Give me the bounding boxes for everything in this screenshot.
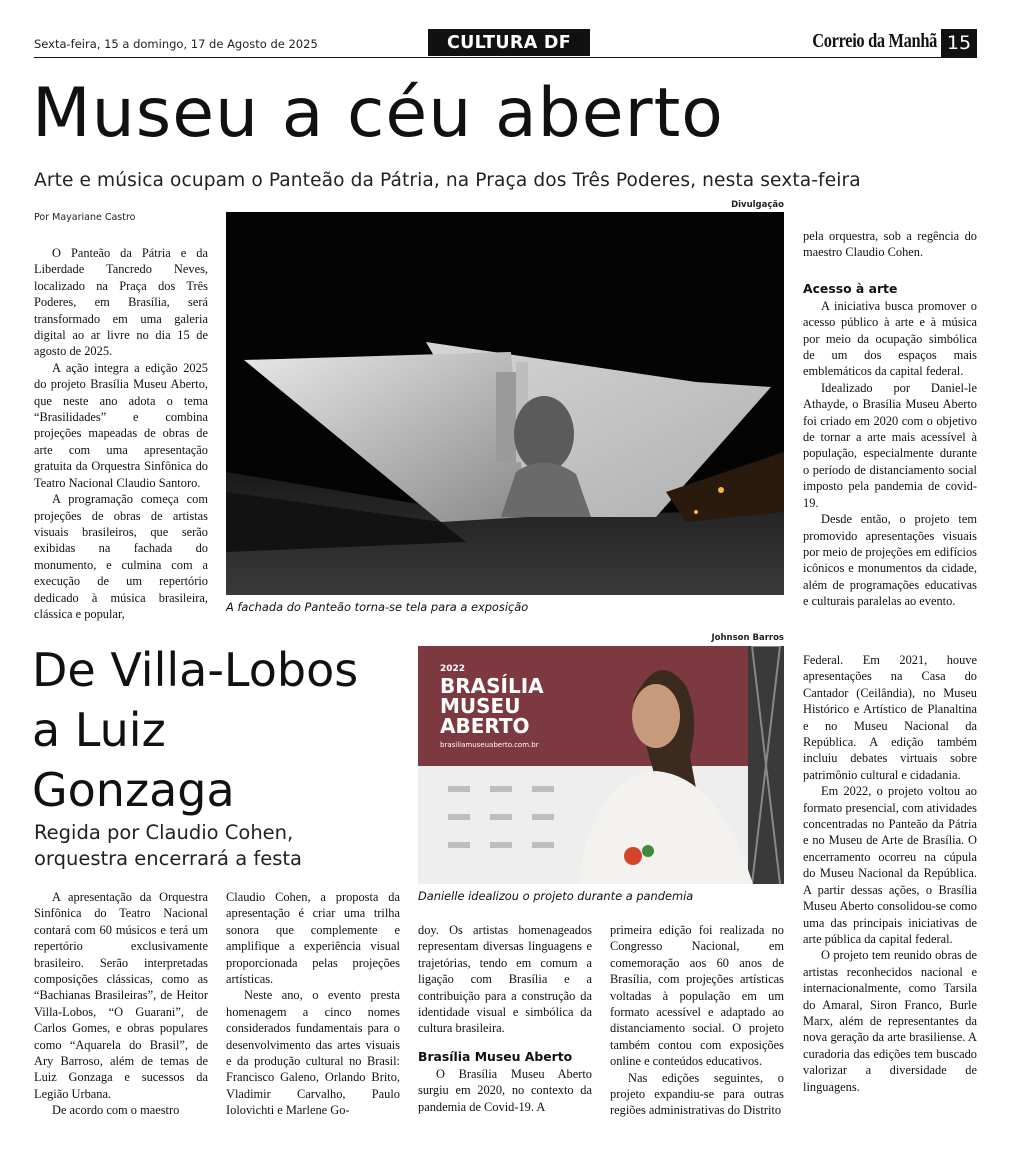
paragraph: A apresentação da Orquestra Sinfônica do Teatro Nacional contará com 60 músicos e terá um repertório exclusivamente brasileiro. Serão interpretadas composições clássicas, como as “Bachianas Brasileiras”, de Heitor Villa-Lobos, “O Guarani”, de Carlos Gomes, e obras populares como “Aquarela do Brasil”, de Ary Barroso, além de temas de Luiz Gonzaga e sucessos da Legião Urbana. xyxy=(34,890,208,1101)
banner-line-3: ABERTO xyxy=(440,714,530,738)
article2-column-2 xyxy=(226,889,400,1119)
subheadline: Arte e música ocupam o Panteão da Pátria, na Praça dos Três Poderes, nesta sexta-feira xyxy=(34,170,861,191)
article2-column-1 xyxy=(34,889,208,1119)
article2-column-3 xyxy=(418,922,592,1115)
photo-caption-2: Danielle idealizou o projeto durante a pandemia xyxy=(418,889,694,903)
article2-column-4 xyxy=(610,922,784,1119)
article1-column-3 xyxy=(803,228,977,610)
banner-year: 2022 xyxy=(440,664,466,674)
subheadline-2: Regida por Claudio Cohen, orquestra encerrará a festa xyxy=(34,821,302,870)
section-heading: Acesso à arte xyxy=(803,280,898,296)
banner-url: brasiliamuseuaberto.com.br xyxy=(440,741,539,749)
brand-logo: Correio da Manhã xyxy=(812,30,937,52)
paragraph: Em 2022, o projeto voltou ao formato presencial, com atividades concentradas no Panteão da Pátria e no Museu de Arte de Brasília. O encerramento ocorreu na cúpula do Museu Nacional da República. A partir dessas ações, o Brasília Museu Aberto consolidou-se como uma das principais iniciativas de arte pública da capital federal. xyxy=(803,784,977,946)
paragraph: O Brasília Museu Aberto surgiu em 2020, no contexto da pandemia de Covid-19. A xyxy=(418,1066,592,1114)
header-rule xyxy=(34,57,977,58)
paragraph: Desde então, o projeto tem promovido apresentações visuais por meio de projeções em edifícios icônicos e monumentos da cidade, além de programações educativas e culturais paralelas ao evento. xyxy=(803,512,977,609)
photo-caption: A fachada do Panteão torna-se tela para a exposição xyxy=(226,600,529,614)
paragraph: A ação integra a edição 2025 do projeto Brasília Museu Aberto, que neste ano adota o tema “Brasilidades” e combina projeções mapeadas de obras de arte com uma apresentação gratuita da Orquestra Sinfônica do Teatro Nacional Claudio Santoro. xyxy=(34,360,208,490)
section-heading: Brasília Museu Aberto xyxy=(418,1048,573,1064)
danielle-photo xyxy=(418,646,784,884)
paragraph: A programação começa com projeções de obras de artistas visuais brasileiros, que serão exibidas na fachada do monumento, e culmina com a execução de um repertório dedicado à música brasileira, clássica e popular, xyxy=(34,492,208,621)
paragraph: Neste ano, o evento presta homenagem a cinco nomes considerados fundamentais para o desenvolvimento das artes visuais e da produção cultural no Brasil: Francisco Galeno, Orlando Brito, Vladimir Carvalho, Paulo Iolovichti e Marlene Go- xyxy=(226,988,400,1118)
paragraph: Nas edições seguintes, o projeto expandiu-se para outras regiões administrativas do Distrito xyxy=(610,1070,784,1118)
banner-line-1: BRASÍLIA xyxy=(440,674,544,698)
article2-column-5 xyxy=(803,652,977,1095)
article1-column-1 xyxy=(34,245,208,622)
headline: Museu a céu aberto xyxy=(32,74,724,153)
paragraph: O projeto tem reunido obras de artistas reconhecidos nacional e internacionalmente, como Tarsila do Amaral, Siron Franco, Burle Marx, além de representantes da nova geração da arte brasiliense. A curadoria das edições tem buscado valorizar a diversidade de linguagens. xyxy=(803,948,977,1094)
header-date: Sexta-feira, 15 a domingo, 17 de Agosto de 2025 xyxy=(34,37,318,51)
photo-credit: Divulgação xyxy=(731,200,784,210)
paragraph: A iniciativa busca promover o acesso público à arte e à música por meio da ocupação simbólica de um dos espaços mais emblemáticos da capital federal. xyxy=(803,298,977,379)
paragraph: pela orquestra, sob a regência do maestro Claudio Cohen. xyxy=(803,229,977,260)
pantheon-photo xyxy=(226,212,784,595)
photo-credit-2: Johnson Barros xyxy=(711,633,784,643)
paragraph: O Panteão da Pátria e da Liberdade Tancredo Neves, localizado na Praça dos Três Poderes, em Brasília, será transformado em uma galeria digital ao ar livre no dia 15 de agosto de 2025. xyxy=(34,246,208,359)
headline-2: De Villa-Lobos a Luiz Gonzaga xyxy=(32,643,359,817)
section-label: CULTURA DF xyxy=(428,29,590,56)
paragraph: primeira edição foi realizada no Congresso Nacional, em comemoração aos 60 anos de Brasília, com projeções artísticas voltadas à população em um formato acessível e adaptado ao distanciamento social. O projeto também contou com exposições online e conteúdos educativos. xyxy=(610,923,784,1069)
paragraph: doy. Os artistas homenageados representam diversas linguagens e trajetórias, tendo em comum a ligação com Brasília e a contribuição para a construção da identidade visual e simbólica da cultura brasileira. xyxy=(418,923,592,1036)
byline: Por Mayariane Castro xyxy=(34,212,136,223)
paragraph: Idealizado por Daniel-le Athayde, o Brasília Museu Aberto foi criado em 2020 com o objetivo de tornar a arte mais acessível à população, especialmente durante o período de distanciamento social imposto pela pandemia de covid-19. xyxy=(803,380,977,510)
paragraph: Federal. Em 2021, houve apresentações na Casa do Cantador (Ceilândia), no Museu Histórico e Artístico de Planaltina e no Museu Nacional da República. A edição também incluiu debates virtuais sobre patrimônio cultural e cidadania. xyxy=(803,653,977,782)
page-number: 15 xyxy=(941,29,977,57)
banner-line-2: MUSEU xyxy=(440,694,521,718)
paragraph: De acordo com o maestro xyxy=(52,1103,180,1118)
paragraph: Claudio Cohen, a proposta da apresentação é criar uma trilha sonora que complemente e amplifique a experiência visual proporcionada pelas projeções artísticas. xyxy=(226,890,400,987)
